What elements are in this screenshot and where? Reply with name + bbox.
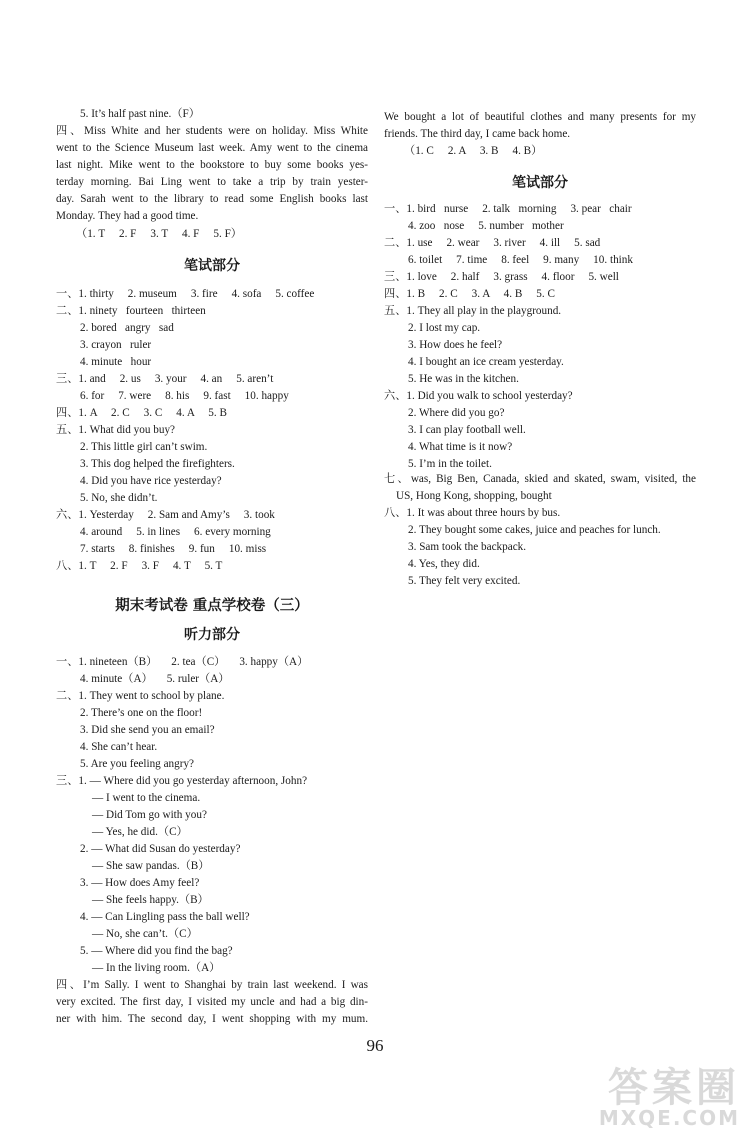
text-line: 5. He was in the kitchen. [408,373,519,385]
text-line: 五、1. What did you buy? [56,424,176,436]
text-line: 2. bored angry sad [80,322,174,334]
text-line: went to the Science Museum last week. Amy went to the cinema [56,142,368,154]
text-line: 5. Are you feeling angry? [80,758,195,770]
text-line: 3. Sam took the backpack. [408,541,527,553]
text-line: 八、1. T 2. F 3. F 4. T 5. T [56,560,223,572]
text-line: 4. — Can Lingling pass the ball well? [80,911,250,923]
text-line: — No, she can’t.（C） [92,928,198,940]
exam-title: 期末考试卷 重点学校卷（三） [115,598,309,614]
text-line: 3. How does he feel? [408,339,503,351]
text-line: 3. — How does Amy feel? [80,877,200,889]
text-line: 2. They bought some cakes, juice and peaches for lunch. [408,524,661,536]
text-line: We bought a lot of beautiful clothes and many presents for my [384,111,696,123]
text-line: 三、1. and 2. us 3. your 4. an 5. aren’t [56,373,274,385]
text-line: last night. Mike went to the bookstore to buy some books yes- [56,159,368,171]
text-line: 6. toilet 7. time 8. feel 9. many 10. think [408,254,633,266]
text-line: 4. minute hour [80,356,152,368]
section-heading: 笔试部分 [184,258,240,274]
text-line: 七、was, Big Ben, Canada, skied and skated, swam, visited, the [384,473,696,485]
text-line: US, Hong Kong, shopping, bought [396,490,552,502]
text-line: 四、I’m Sally. I went to Shanghai by train last weekend. I was [56,979,368,991]
text-line: 3. This dog helped the firefighters. [80,458,235,470]
text-line: 3. I can play football well. [408,424,526,436]
text-line: 2. This little girl can’t swim. [80,441,208,453]
text-line: 2. There’s one on the floor! [80,707,203,719]
text-line: 四、Miss White and her students were on holiday. Miss White [56,125,368,137]
text-line: — Yes, he did.（C） [92,826,188,838]
text-line: ner with him. The second day, I went shopping with my mum. [56,1013,368,1025]
text-line: 4. minute（A） 5. ruler（A） [80,673,230,685]
text-line: 3. crayon ruler [80,339,152,351]
text-line: friends. The third day, I came back home. [384,128,571,140]
watermark-logo [598,1065,740,1130]
text-line: 一、1. nineteen（B） 2. tea（C） 3. happy（A） [56,656,309,668]
text-line: 三、1. love 2. half 3. grass 4. floor 5. well [384,271,619,283]
watermark-title: 答案圈 [608,1065,740,1111]
text-line: 八、1. It was about three hours by bus. [384,507,561,519]
text-line: 5. I’m in the toilet. [408,458,492,470]
text-line: 5. — Where did you find the bag? [80,945,233,957]
text-line: 一、1. bird nurse 2. talk morning 3. pear chair [384,203,632,215]
text-line: day. Sarah went to the library to read some English books last [56,193,368,205]
text-line: 6. for 7. were 8. his 9. fast 10. happy [80,390,289,402]
text-line: 4. Did you have rice yesterday? [80,475,222,487]
section-heading: 听力部分 [184,627,240,643]
text-line: 5. They felt very excited. [408,575,521,587]
text-line: 3. Did she send you an email? [80,724,215,736]
text-line: 2. — What did Susan do yesterday? [80,843,241,855]
text-line: 二、1. use 2. wear 3. river 4. ill 5. sad [384,237,601,249]
text-line: terday morning. Bai Ling went to take a trip by train yester- [56,176,368,188]
text-line: very excited. The first day, I visited my uncle and had a big din- [56,996,368,1008]
watermark-url: MXQE.COM [598,1106,740,1130]
page-number: 96 [366,1036,384,1055]
text-line: 4. I bought an ice cream yesterday. [408,356,564,368]
text-line: 4. What time is it now? [408,441,513,453]
text-line: — I went to the cinema. [92,792,201,804]
text-line: 四、1. A 2. C 3. C 4. A 5. B [56,407,227,419]
text-line: 四、1. B 2. C 3. A 4. B 5. C [384,288,555,300]
text-line: 2. Where did you go? [408,407,505,419]
text-line: 4. around 5. in lines 6. every morning [80,526,271,538]
text-line: — In the living room.（A） [92,962,221,974]
answer-line: （1. C 2. A 3. B 4. B） [404,145,543,157]
text-line: 2. I lost my cap. [408,322,481,334]
text-line: 4. She can’t hear. [80,741,158,753]
text-line: 三、1. — Where did you go yesterday afternoon, John? [56,775,308,787]
text-line: — She saw pandas.（B） [92,860,210,872]
section-heading: 笔试部分 [512,175,568,191]
text-line: 五、1. They all play in the playground. [384,305,562,317]
text-line: — Did Tom go with you? [92,809,207,821]
text-line: 5. No, she didn’t. [80,492,158,504]
text-line: 二、1. They went to school by plane. [56,690,225,702]
text-line: Monday. They had a good time. [56,210,199,222]
text-line: 5. It’s half past nine.（F） [80,108,200,120]
text-line: 4. Yes, they did. [408,558,480,570]
text-line: 7. starts 8. finishes 9. fun 10. miss [80,543,267,555]
text-line: 二、1. ninety fourteen thirteen [56,305,206,317]
text-line: 六、1. Did you walk to school yesterday? [384,390,573,402]
answer-line: （1. T 2. F 3. T 4. F 5. F） [76,228,242,240]
text-line: 一、1. thirty 2. museum 3. fire 4. sofa 5. coffee [56,288,315,300]
text-line: 4. zoo nose 5. number mother [408,220,564,232]
text-line: — She feels happy.（B） [92,894,209,906]
text-line: 六、1. Yesterday 2. Sam and Amy’s 3. took [56,509,275,521]
